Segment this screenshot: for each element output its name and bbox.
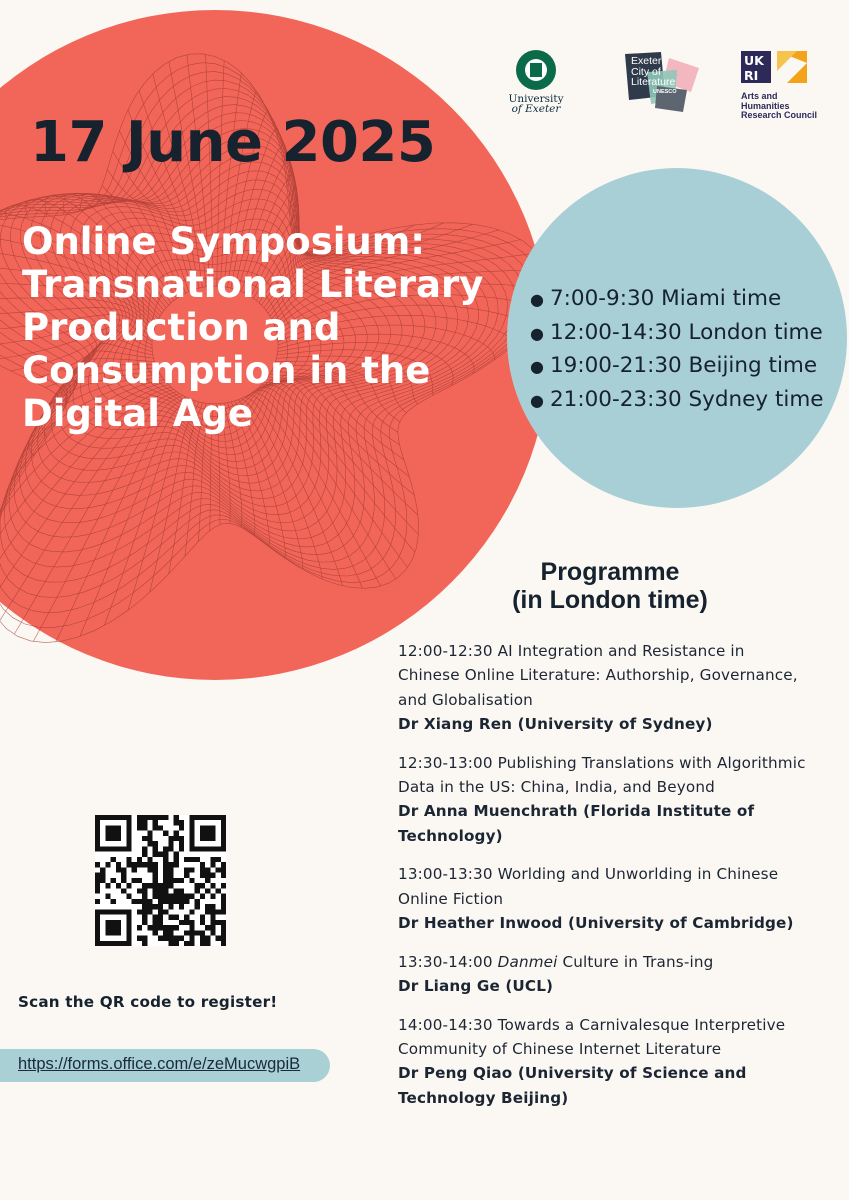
university-of-exeter-logo: University of Exeter	[505, 50, 567, 114]
programme-heading: Programme (in London time)	[512, 558, 708, 614]
ukri-ahrc-logo: UK RI Arts and Humanities Research Council	[741, 49, 841, 119]
ukri-mark-icon	[741, 49, 809, 85]
registration-link[interactable]: https://forms.office.com/e/zeMucwgpiB	[18, 1055, 301, 1073]
time-zone-item: ● 21:00-23:30 Sydney time	[510, 383, 824, 417]
exeter-seal-icon	[516, 50, 556, 90]
session-speaker: Dr Peng Qiao (University of Science and	[398, 1064, 747, 1083]
session-speaker: Technology)	[398, 826, 503, 845]
event-date: 17 June 2025	[30, 110, 436, 175]
bullet-icon: ●	[530, 357, 544, 376]
time-zone-item: ● 12:00-14:30 London time	[510, 316, 824, 350]
programme-list	[398, 639, 838, 1125]
partner-logos	[505, 44, 835, 124]
programme-session: 13:30-14:00 Danmei Culture in Trans-ing Dr Liang Ge (UCL)	[398, 950, 838, 999]
time-zone-list	[510, 282, 824, 416]
session-speaker: Dr Xiang Ren (University of Sydney)	[398, 714, 713, 733]
session-speaker: Dr Heather Inwood (University of Cambridge)	[398, 913, 794, 932]
programme-session: 12:00-12:30 AI Integration and Resistance in Chinese Online Literature: Authorship, Governance, and Globalisation Dr Xiang Ren (University of Sydney)	[398, 639, 838, 736]
bullet-icon: ●	[530, 323, 544, 343]
registration-qr-code[interactable]	[95, 815, 226, 946]
ukri-mark-top: UK	[744, 53, 764, 68]
programme-session: 12:30-13:00 Publishing Translations with Algorithmic Data in the US: China, India, and Beyond Dr Anna Muenchrath (Florida Institute of Technology)	[398, 751, 838, 848]
session-speaker: Technology Beijing)	[398, 1088, 569, 1107]
bullet-icon: ●	[530, 390, 544, 410]
event-title: Online Symposium: Transnational Literary Production and Consumption in the Digital Age	[22, 220, 484, 435]
bullet-icon: ●	[530, 290, 544, 309]
programme-session: 14:00-14:30 Towards a Carnivalesque Interpretive Community of Chinese Internet Literature Dr Peng Qiao (University of Science and Technology Beijing)	[398, 1013, 838, 1110]
time-zone-item: ● 19:00-21:30 Beijing time	[510, 349, 824, 383]
session-speaker: Dr Anna Muenchrath (Florida Institute of	[398, 802, 755, 821]
exeter-city-of-literature-logo: Exeter City of Literature UNESCO	[617, 52, 703, 114]
ukri-mark-bottom: RI	[744, 68, 759, 83]
time-zone-item: ● 7:00-9:30 Miami time	[510, 282, 824, 316]
session-speaker: Dr Liang Ge (UCL)	[398, 977, 554, 996]
programme-session: 13:00-13:30 Worlding and Unworlding in Chinese Online Fiction Dr Heather Inwood (University of Cambridge)	[398, 862, 838, 935]
scan-instruction: Scan the QR code to register!	[18, 993, 278, 1011]
